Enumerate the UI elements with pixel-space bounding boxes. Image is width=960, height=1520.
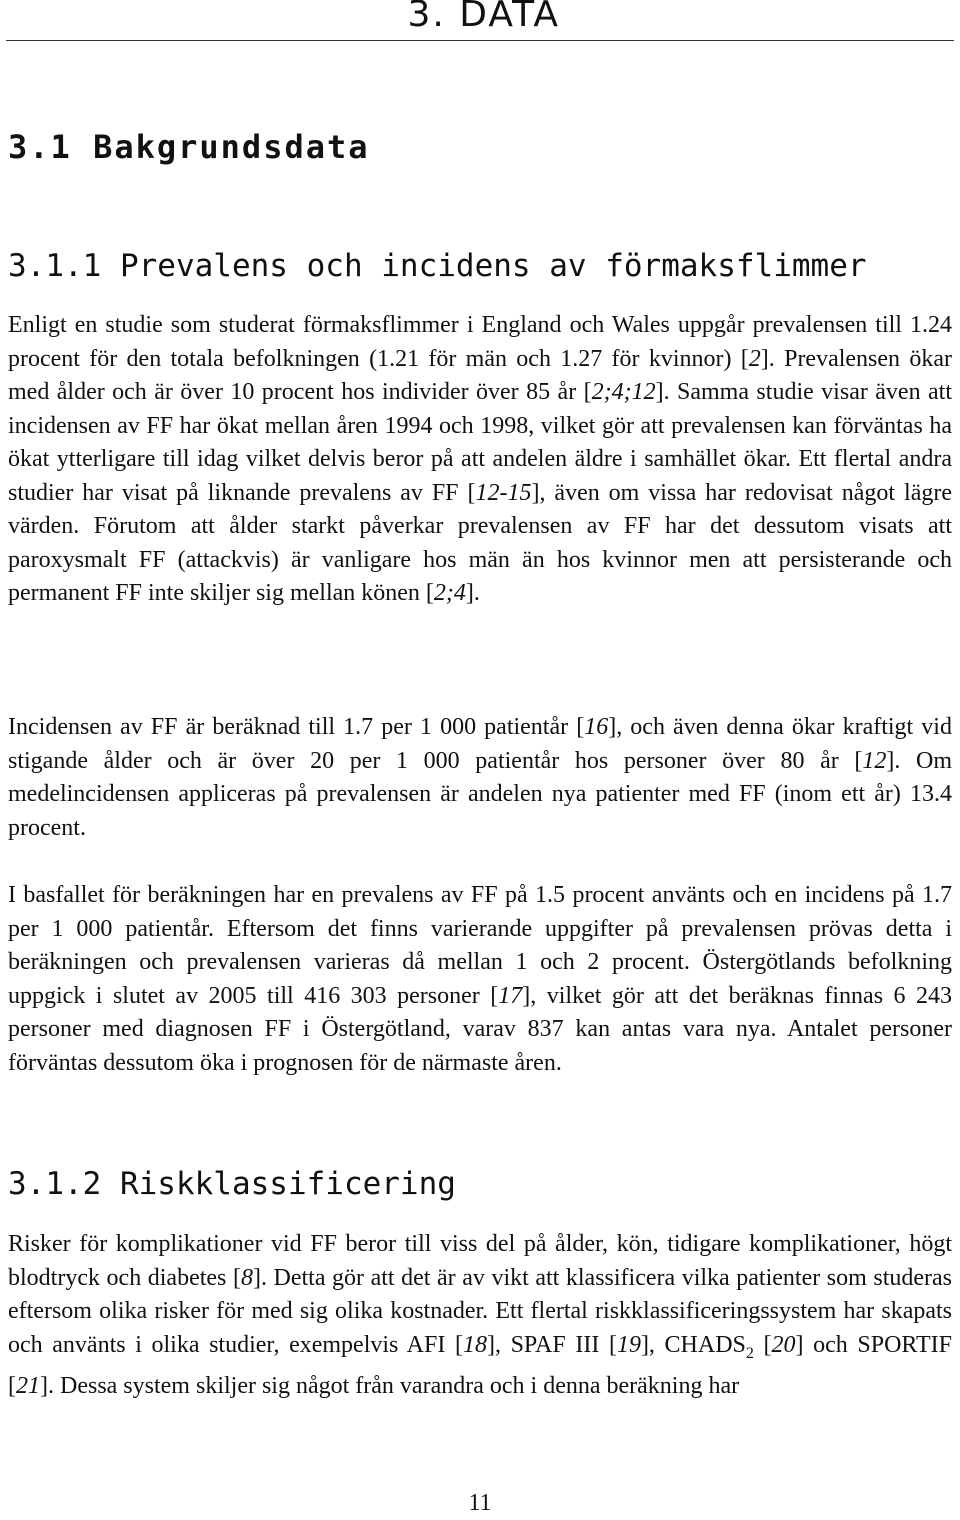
- citation-ref: 12: [862, 747, 887, 774]
- text-run: 2: [745, 1344, 754, 1362]
- text-run: Risker för komplikationer vid FF beror till viss del på ålder, kön, tidigare komplikationer, högt blodtryck och diabetes [: [8, 1231, 952, 1291]
- citation-ref: 17: [498, 982, 523, 1009]
- subsection-title-riskklassificering: 3.1.2 Riskklassificering: [8, 1166, 456, 1202]
- citation-ref: 18: [462, 1331, 487, 1358]
- text-run: Enligt en studie som studerat förmaksflimmer i England och Wales uppgår prevalensen till 1.24 procent för den totala befolkningen (1.21 för män och 1.27 för kvinnor) [: [8, 312, 952, 372]
- text-run: ], CHADS: [640, 1331, 746, 1358]
- text-run: [: [753, 1331, 772, 1358]
- text-run: ], och även denna ökar kraftigt vid stigande ålder och är över 20 per 1 000 patientår hos personer över 80 år [: [8, 714, 952, 774]
- header-rule: [6, 40, 954, 41]
- text-run: ]. Om medelincidensen appliceras på prevalensen är andelen nya patienter med FF (inom ett år) 13.4 procent.: [8, 747, 952, 841]
- citation-ref: 20: [771, 1331, 796, 1358]
- text-run: ]. Detta gör att det är av vikt att klassificera vilka patienter som studeras eftersom olika risker för med sig olika kostnader. Ett flertal riskklassificeringssystem har skapats och använts i olika studier, exempelvis AFI [: [8, 1264, 952, 1358]
- paragraph-incidens-2: [8, 711, 952, 845]
- chapter-title: 3. DATA: [407, 0, 560, 35]
- paragraph-prevalens-1: [8, 309, 952, 611]
- text-run: ], även om vissa har redovisat något lägre värden. Förutom att ålder starkt påverkar prevalensen av FF har det dessutom visats att paroxysmalt FF (attackvis) är vanligare hos män än hos kvinnor men att persisterande och permanent FF inte skiljer sig mellan könen [: [8, 479, 952, 606]
- section-title: 3.1 Bakgrundsdata: [8, 128, 370, 166]
- text-run: ], vilket gör att det beräknas finnas 6 243 personer med diagnosen FF i Östergötland, varav 837 kan antas vara nya. Antalet personer förväntas dessutom öka i prognosen för de närmaste åren.: [8, 982, 953, 1076]
- citation-ref: 2;4: [433, 580, 466, 606]
- paragraph-risk-1: [8, 1228, 952, 1403]
- text-run: Incidensen av FF är beräknad till 1.7 per 1 000 patientår [: [8, 714, 585, 740]
- citation-ref: 8: [240, 1264, 253, 1291]
- paragraph-basfall-3: [8, 879, 952, 1080]
- citation-ref: 2;4;12: [591, 379, 656, 405]
- citation-ref: 16: [584, 714, 609, 740]
- citation-ref: 21: [16, 1372, 40, 1399]
- citation-ref: 19: [616, 1331, 641, 1358]
- citation-ref: 12-15: [475, 479, 532, 506]
- text-run: ]. Samma studie visar även att incidensen av FF har ökat mellan åren 1994 och 1998, vilket gör att prevalensen kan förväntas ha ökat ytterligare till idag vilket delvis beror på att andelen äldre i samhället ökar. Ett flertal andra studier har visat på liknande prevalens av FF [: [8, 379, 952, 506]
- citation-ref: 2: [748, 345, 761, 372]
- text-run: ]. Prevalensen ökar med ålder och är över 10 procent hos individer över 85 år [: [8, 345, 953, 405]
- text-run: ] och SPORTIF [: [8, 1331, 952, 1399]
- page-number: 11: [468, 1490, 492, 1516]
- text-run: ], SPAF III [: [486, 1331, 617, 1358]
- text-run: I basfallet för beräkningen har en prevalens av FF på 1.5 procent använts och en incidens på 1.7 per 1 000 patientår. Eftersom det finns varierande uppgifter på prevalensen prövas detta i beräkningen och prevalensen varieras då mellan 1 och 2 procent. Östergötlands befolkning uppgick i slutet av 2005 till 416 303 personer [: [8, 882, 952, 1009]
- text-run: ]. Dessa system skiljer sig något från varandra och i denna beräkning har: [40, 1372, 740, 1399]
- text-run: ].: [465, 580, 480, 606]
- subsection-title-prevalens: 3.1.1 Prevalens och incidens av förmaksflimmer: [8, 248, 867, 284]
